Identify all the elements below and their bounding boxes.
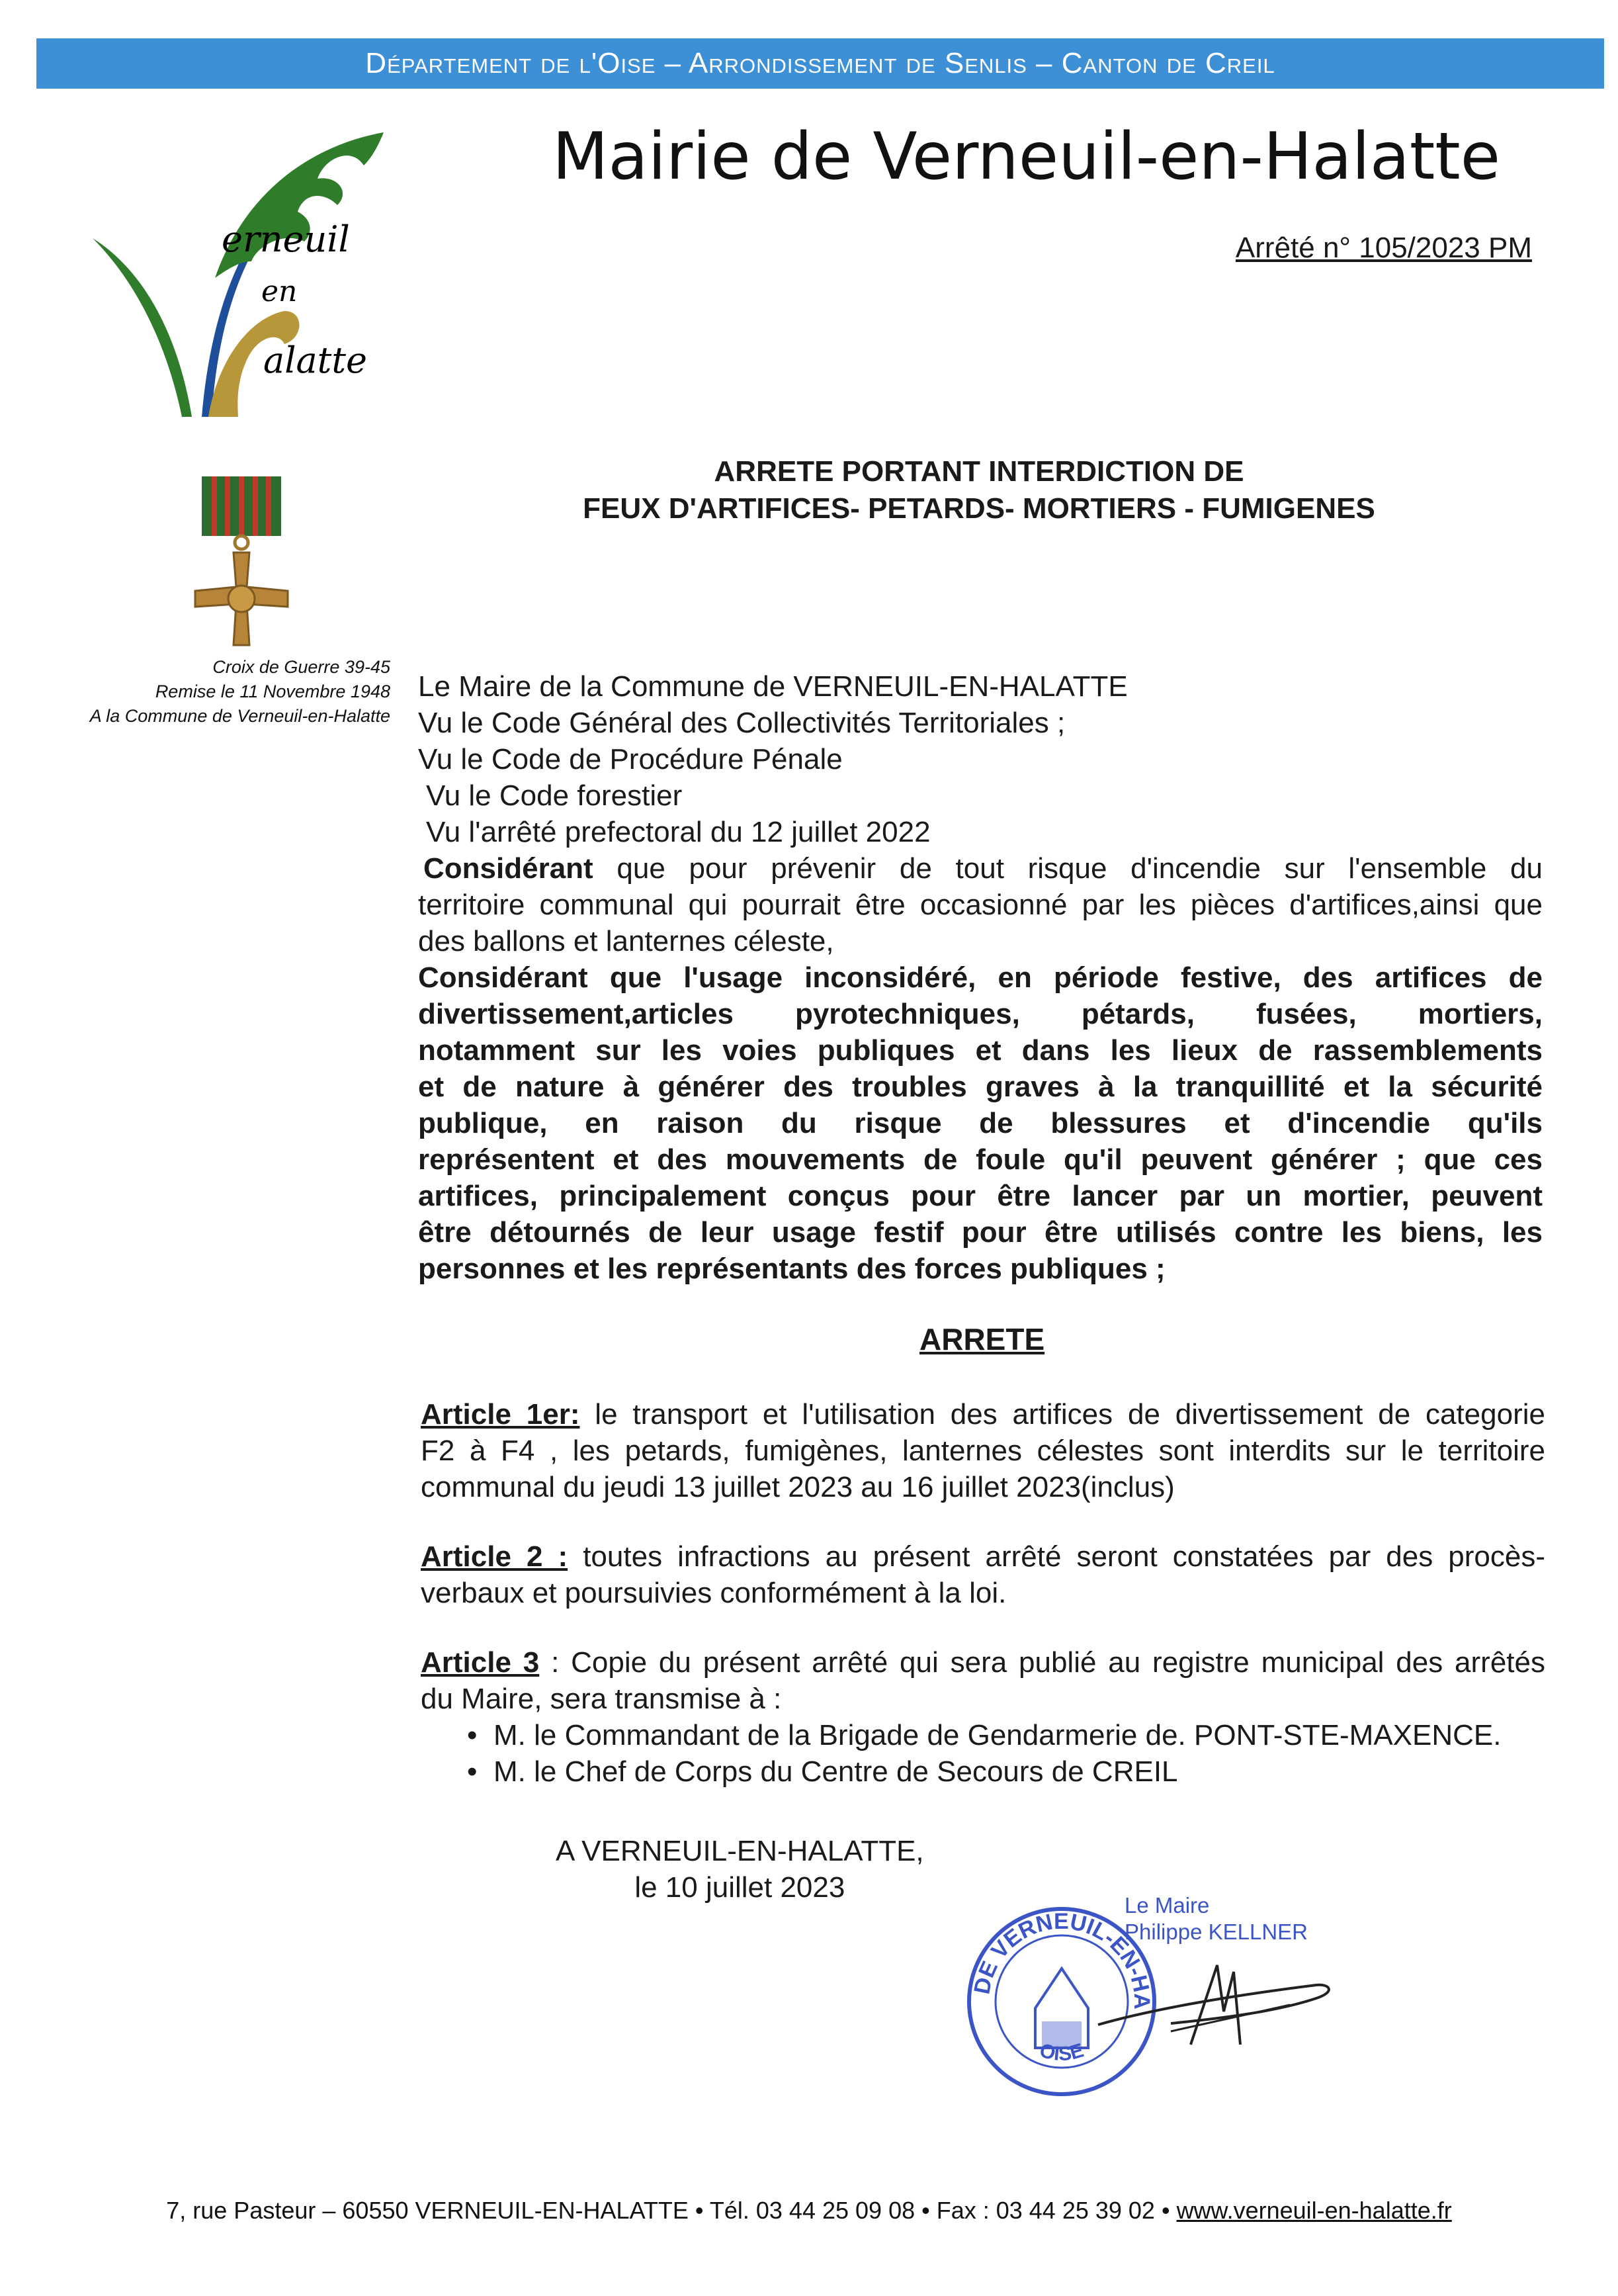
logo-line2: en (261, 275, 298, 308)
considerant-1-label: Considérant (423, 852, 593, 885)
article-1 (421, 1396, 1545, 1505)
medal-caption (46, 655, 390, 729)
preamble-vu-cpp: Vu le Code de Procédure Pénale (418, 743, 843, 775)
croix-de-guerre-medal (192, 476, 291, 655)
logo-emblem (86, 119, 390, 423)
article-2-line2: verbaux et poursuivies conformément à la loi. (421, 1577, 1007, 1609)
website-link[interactable]: www.verneuil-en-halatte.fr (1176, 2197, 1452, 2224)
header-banner (36, 38, 1604, 89)
preamble-vu-cgct: Vu le Code Général des Collectivités Territoriales ; (418, 707, 1066, 739)
list-item: • M. le Commandant de la Brigade de Gendarmerie de. PONT-STE-MAXENCE. (493, 1717, 1545, 1753)
logo-line3: alatte (263, 339, 368, 381)
articles (421, 1396, 1545, 1790)
article-3-line2: du Maire, sera transmise à : (421, 1683, 782, 1715)
article-3-line1: : Copie du présent arrêté qui sera publié au registre municipal des arrêtés (539, 1646, 1545, 1679)
article-1-label: Article 1er: (421, 1398, 580, 1431)
article-2-line1: toutes infractions au présent arrêté seront constatées par des procès- (568, 1540, 1545, 1573)
considerant-2-line1: Considérant que l'usage inconsidéré, en période festive, des artifices de (418, 961, 1543, 994)
medal-caption-line2: Remise le 11 Novembre 1948 (155, 682, 390, 701)
banner-text: Département de l'Oise – Arrondissement de Senlis – Canton de Creil (365, 47, 1275, 79)
arrete-number: Arrêté n° 105/2023 PM (1235, 232, 1532, 264)
article-1-line2: F2 à F4 , les petards, fumigènes, lanternes célestes sont interdits sur le territoire (421, 1435, 1545, 1467)
considerant-2-line3: notamment sur les voies publiques et dans les lieux de rassemblements (418, 1034, 1543, 1067)
signature-place: A VERNEUIL-EN-HALATTE, (556, 1835, 924, 1867)
arrete-heading: ARRETE (919, 1322, 1045, 1356)
medal-caption-line3: A la Commune de Verneuil-en-Halatte (89, 706, 390, 726)
list-item: • M. le Chef de Corps du Centre de Secours de CREIL (493, 1753, 1545, 1790)
article-1-line1: le transport et l'utilisation des artifices de divertissement de categorie (579, 1398, 1545, 1431)
article-1-line3: communal du jeudi 13 juillet 2023 au 16 juillet 2023(inclus) (421, 1471, 1175, 1503)
footer-address: 7, rue Pasteur – 60550 VERNEUIL-EN-HALATTE • Tél. 03 44 25 09 08 • Fax : 03 44 25 39 02 • (166, 2197, 1177, 2224)
signatory-name: Philippe KELLNER (1125, 1920, 1308, 1944)
signature-place-date (556, 1833, 924, 1906)
article-3 (421, 1644, 1545, 1790)
page-title: Mairie de Verneuil-en-Halatte (552, 119, 1501, 195)
considerant-2-line5: publique, en raison du risque de blessures et d'incendie qu'ils (418, 1107, 1543, 1139)
considerant-2-line6: représentent et des mouvements de foule qu'il peuvent générer ; que ces (418, 1143, 1543, 1176)
considerant-2-line9: personnes et les représentants des forces publiques ; (418, 1253, 1166, 1285)
medal-icon (192, 476, 291, 655)
recipient-list (421, 1717, 1545, 1790)
considerant-2-line2: divertissement,articles pyrotechniques, pétards, fusées, mortiers, (418, 998, 1543, 1030)
decree-title-line1: ARRETE PORTANT INTERDICTION DE (714, 455, 1244, 488)
signature-date: le 10 juillet 2023 (634, 1871, 845, 1904)
considerant-2-line7: artifices, principalement conçus pour être lancer par un mortier, peuvent (418, 1180, 1543, 1212)
considerant-1-line2: territoire communal qui pourrait être occasionné par les pièces d'artifices,ainsi que (418, 889, 1543, 921)
article-2-label: Article 2 : (421, 1540, 568, 1573)
seal-bottom-text: OISE (1037, 2039, 1087, 2066)
considerant-1 (418, 850, 1543, 887)
signatory-role: Le Maire (1125, 1893, 1210, 1918)
medal-caption-line1: Croix de Guerre 39-45 (212, 657, 390, 677)
considerant-2-line8: être détournés de leur usage festif pour être utilisés contre les biens, les (418, 1216, 1543, 1249)
preamble (418, 668, 1543, 1287)
article-3-label: Article 3 (421, 1646, 540, 1679)
signatory (1125, 1892, 1308, 1945)
preamble-vu-forestier: Vu le Code forestier (426, 779, 683, 812)
decree-title-line2: FEUX D'ARTIFICES- PETARDS- MORTIERS - FUMIGENES (583, 492, 1375, 525)
considerant-2-line4: et de nature à générer des troubles graves à la tranquillité et la sécurité (418, 1071, 1543, 1103)
logo-line1: erneuil (222, 218, 350, 260)
considerant-1-text: que pour prévenir de tout risque d'incendie sur l'ensemble du (593, 852, 1543, 885)
handwritten-signature (1091, 1945, 1343, 2064)
considerant-1-line3: des ballons et lanternes céleste, (418, 925, 834, 957)
footer (0, 2197, 1618, 2225)
decree-title (463, 453, 1495, 527)
seal-top-text: DE VERNEUIL-EN-HA (969, 1908, 1155, 2009)
article-2 (421, 1538, 1545, 1611)
preamble-mayor: Le Maire de la Commune de VERNEUIL-EN-HALATTE (418, 670, 1128, 703)
town-logo (86, 119, 390, 423)
preamble-vu-arrete: Vu l'arrêté prefectoral du 12 juillet 2022 (426, 816, 931, 848)
